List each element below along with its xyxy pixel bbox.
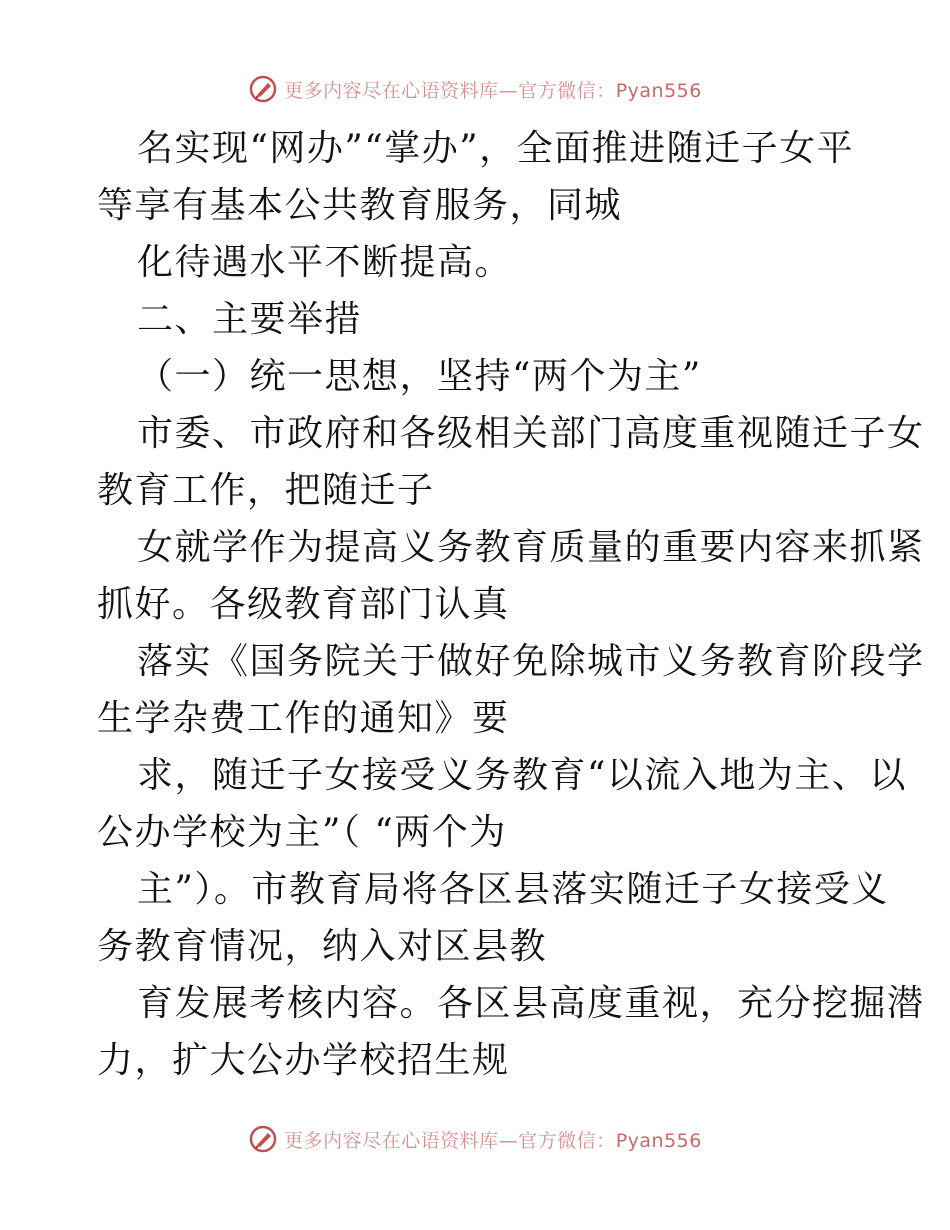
text-line: 力，扩大公办学校招生规 [97,1040,510,1081]
text-line: 市委、市政府和各级相关部门高度重视随迁子女 [137,413,925,454]
watermark-dash: — [498,79,519,102]
watermark-main: 更多内容尽在心语资料库 [284,79,499,102]
text-line: 求，随迁子女接受义务教育“以流入地为主、以 [137,755,907,796]
text-line: 生学杂费工作的通知》要 [97,698,510,739]
watermark-channel: 官方微信： [518,79,616,102]
text-line: 化待遇水平不断提高。 [137,242,513,283]
text-line: 抓好。各级教育部门认真 [97,584,510,625]
watermark-main: 更多内容尽在心语资料库 [284,1129,499,1152]
watermark-channel: 官方微信： [518,1129,616,1152]
pen-logo-icon [248,1124,278,1154]
text-line: 务教育情况，纳入对区县教 [97,926,548,967]
footer-watermark [0,1124,950,1154]
section-heading: 二、主要举措 [137,299,363,340]
watermark-dash: — [498,1129,519,1152]
document-body [97,120,925,1089]
text-line: 公办学校为主”（ “两个为 [97,812,507,853]
text-line: 教育工作，把随迁子 [97,470,435,511]
watermark-id: Pyan556 [615,79,702,102]
text-line: 女就学作为提高义务教育质量的重要内容来抓紧 [137,527,925,568]
text-line: 育发展考核内容。各区县高度重视，充分挖掘潜 [137,983,925,1024]
text-line: 等享有基本公共教育服务，同城 [97,185,623,226]
subsection-heading: （一）统一思想，坚持“两个为主” [137,356,702,397]
text-line: 名实现“网办”“掌办”，全面推进随迁子女平 [137,128,855,169]
watermark-text [284,1126,702,1153]
watermark-id: Pyan556 [615,1129,702,1152]
header-watermark [0,74,950,104]
pen-logo-icon [248,74,278,104]
text-line: 落实《国务院关于做好免除城市义务教育阶段学 [137,641,925,682]
watermark-text [284,76,702,103]
text-line: 主”）。市教育局将各区县落实随迁子女接受义 [137,869,889,910]
